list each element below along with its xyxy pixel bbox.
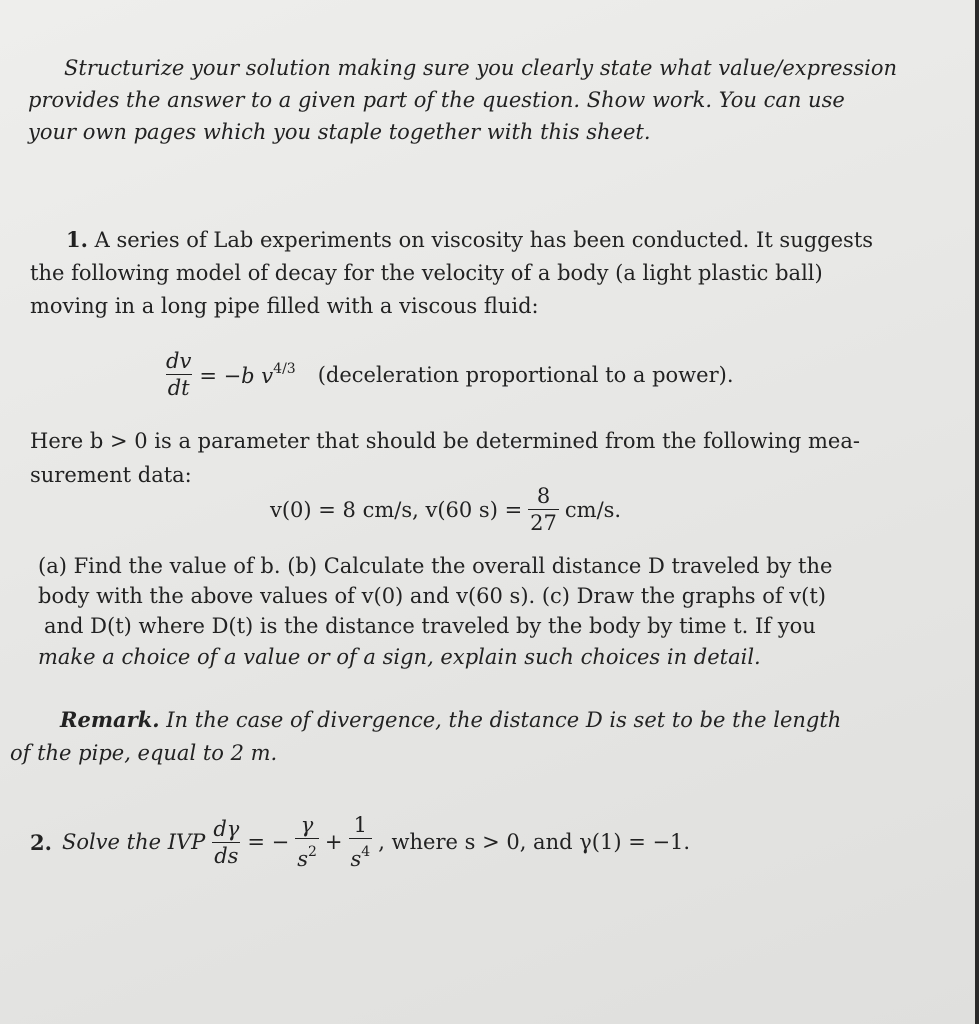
- q2-term1-fraction: $\frac{\gamma}{s^2}$: [297, 813, 317, 871]
- q1-parts-line-3: and D(t) where D(t) is the distance traveled by the body by time t. If you: [44, 614, 816, 638]
- ode-fraction: $\frac{dv}{dt}$: [166, 349, 192, 400]
- q2-lead: Solve the IVP: [61, 830, 206, 854]
- q2-lhs-fraction: $\frac{d\gamma}{ds}$: [213, 816, 240, 868]
- q1-data: [270, 483, 621, 536]
- q2-term2-fraction: $\frac{1}{s^4}$: [350, 813, 371, 871]
- remark-label: Remark.: [60, 707, 160, 732]
- q1-parts-line-1: (a) Find the value of b. (b) Calculate the overall distance D traveled by the: [38, 554, 833, 578]
- q1-ode: [158, 348, 734, 401]
- q1-here-line-1: Here b > 0 is a parameter that should be determined from the following mea-: [30, 429, 860, 453]
- q2-eq-minus: = −: [247, 830, 290, 854]
- q1-here-line-2: surement data:: [30, 463, 192, 487]
- q2-tail: , where s > 0, and γ(1) = −1.: [378, 830, 691, 854]
- q2: [30, 812, 690, 872]
- data-left: v(0) = 8 cm/s, v(60 s) =: [270, 497, 523, 522]
- remark-line-1: Remark. In the case of divergence, the distance D is set to be the length: [60, 707, 842, 732]
- ode-rhs: = −b $v^{4/3}$: [199, 361, 296, 388]
- q2-number: 2.: [30, 829, 52, 855]
- intro-line-1: Structurize your solution making sure you clearly state what value/expression: [64, 56, 897, 80]
- photo-edge: [975, 0, 979, 1024]
- intro-line-3: your own pages which you staple together with this sheet.: [28, 120, 651, 144]
- q1-line-1: A series of Lab experiments on viscosity has been conducted. It suggests: [94, 228, 874, 252]
- q2-plus: +: [324, 830, 343, 854]
- remark-line-2: of the pipe, equal to 2 m.: [10, 741, 278, 765]
- q1-number: 1.: [66, 227, 88, 252]
- q1-parts-line-4: make a choice of a value or of a sign, explain such choices in detail.: [38, 645, 761, 669]
- q1-heading: [66, 224, 873, 256]
- q1-parts-line-2: body with the above values of v(0) and v(60 s). (c) Draw the graphs of v(t): [38, 584, 826, 608]
- ode-note: (deceleration proportional to a power).: [317, 362, 734, 387]
- data-fraction: $\frac{8}{27}$: [530, 484, 557, 535]
- q1-line-2: the following model of decay for the velocity of a body (a light plastic ball): [30, 261, 823, 285]
- data-unit: cm/s.: [564, 497, 622, 522]
- q1-line-3: moving in a long pipe filled with a viscous fluid:: [30, 294, 539, 318]
- intro-line-2: provides the answer to a given part of the question. Show work. You can use: [28, 88, 845, 112]
